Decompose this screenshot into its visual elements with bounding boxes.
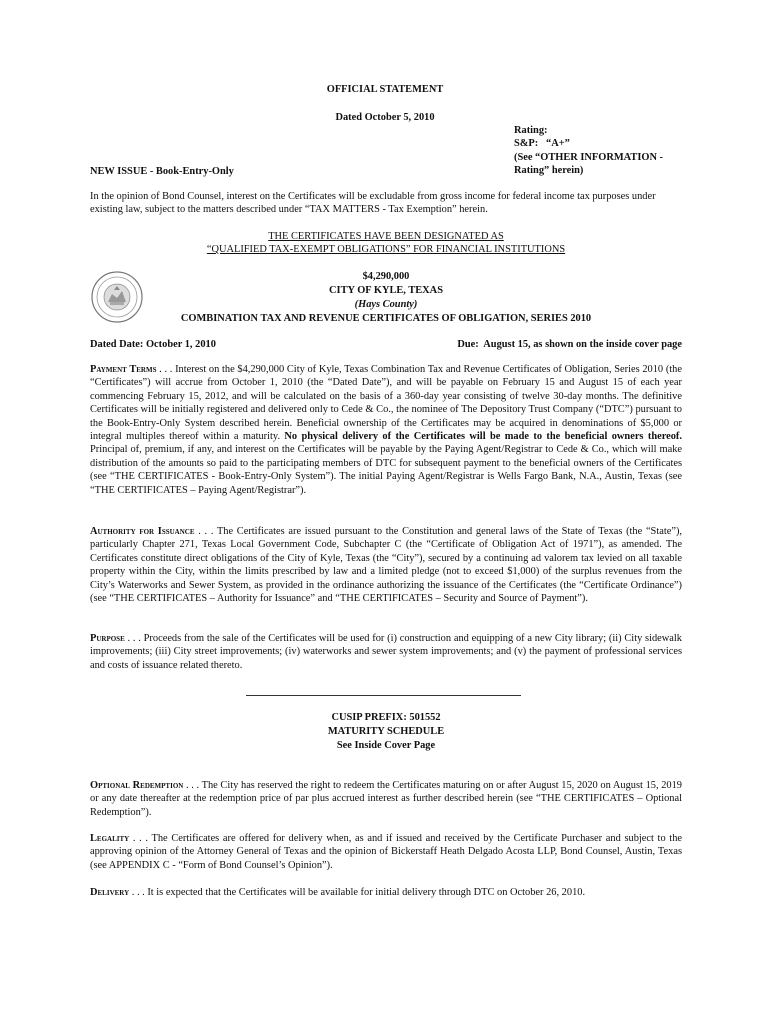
authority-dots: . . .: [194, 526, 217, 537]
delivery-paragraph: [90, 886, 682, 899]
purpose-text: Proceeds from the sale of the Certificates will be used for (i) construction and equipping of a new City library; (ii) City sidewalk improvements; (iii) City street improvements; (iv) waterworks and sewer system improvements; and (v) the payment of professional services and costs of issuance related thereto.: [90, 633, 682, 671]
document-title: OFFICIAL STATEMENT: [326, 84, 444, 95]
payment-terms-paragraph: [90, 363, 682, 497]
purpose-paragraph: [90, 632, 682, 672]
bond-counsel-opinion: In the opinion of Bond Counsel, interest on the Certificates will be excludable from gross income for federal income tax purposes under existing law, subject to the matters described under “TAX MATTERS - Tax Exemption” herein.: [90, 191, 656, 216]
optional-redemption-text: The City has reserved the right to redeem the Certificates maturing on or after August 15, 2020 on August 15, 2019 or any date thereafter at the redemption price of par plus accrued interest as further described herein (see “THE CERTIFICATES – Optional Redemption”).: [90, 780, 683, 818]
section-divider: [246, 695, 521, 696]
legality-text: The Certificates are offered for delivery when, as and if issued and received by the Certificate Purchaser and subject to the approving opinion of the Attorney General of Texas and the opinion of Bickerstaff Heath Delgado Acosta LLP, Bond Counsel, Austin, Texas (see APPENDIX C - “Form of Bond Counsel’s Opinion”).: [90, 833, 683, 871]
optional-redemption-paragraph: [90, 779, 682, 819]
delivery-dots: . . .: [129, 887, 148, 898]
dated-date: Dated Date: October 1, 2010: [90, 339, 216, 350]
delivery-text: It is expected that the Certificates will be available for initial delivery through DTC on October 26, 2010.: [147, 887, 586, 898]
issue-amount: $4,290,000: [362, 271, 410, 282]
authority-text: The Certificates are issued pursuant to the Constitution and general laws of the State of Texas (the “State”), particularly Chapter 271, Texas Local Government Code, Subchapter C (the “Certificate of Obligation Act of 1971”), as amended. The Certificates constitute direct obligations of the City of Kyle, Texas (the “City”), secured by a continuing ad valorem tax levied on all taxable property within the City, within the limits prescribed by law and a limited pledge (not to exceed $1,000) of the surplus revenues from the City’s Waterworks and Sewer System, as provided in the ordinance authorizing the issuance of the Certificates (the “Certificate Ordinance”) (see “THE CERTIFICATES – Authority for Issuance” and “THE CERTIFICATES – Security and Source of Payment”).: [90, 526, 683, 605]
authority-heading: Authority for Issuance: [90, 526, 195, 537]
new-issue-label: NEW ISSUE - Book-Entry-Only: [90, 166, 234, 177]
authority-paragraph: [90, 525, 682, 605]
designation-line1: THE CERTIFICATES HAVE BEEN DESIGNATED AS: [268, 231, 504, 242]
rating-ref-line1: (See “OTHER INFORMATION -: [514, 151, 664, 163]
delivery-heading: Delivery: [90, 887, 130, 898]
legality-dots: . . .: [129, 833, 152, 844]
maturity-schedule-ref: See Inside Cover Page: [336, 740, 436, 751]
optional-redemption-heading: Optional Redemption: [90, 780, 184, 791]
cusip-prefix: CUSIP PREFIX: 501552: [331, 712, 441, 723]
document-date: Dated October 5, 2010: [335, 112, 435, 123]
payment-terms-text1: Interest on the $4,290,000 City of Kyle, Texas Combination Tax and Revenue Certificates of Obligation, Series 2010 (the “Certificates”) will accrue from October 1, 2010 (the “Dated Date”), and will be payable on February 15 and August 15 of each year commencing February 15, 2012, and will be calculated on the basis of a 360-day year consisting of twelve 30-day months. The definitive Certificates will be initially registered and delivered only to Cede & Co., the nominee of The Depository Trust Company (“DTC”) pursuant to the Book-Entry-Only System described herein. Beneficial ownership of the Certificates may be acquired in denominations of $5,000 or integral multiples thereof within a maturity.: [90, 364, 682, 443]
rating-label: Rating:: [514, 125, 548, 136]
purpose-heading: Purpose: [90, 633, 125, 644]
legality-paragraph: [90, 832, 682, 872]
issuer-name: CITY OF KYLE, TEXAS: [329, 285, 443, 296]
payment-terms-bold: No physical delivery of the Certificates will be made to the beneficial owners thereof.: [284, 431, 682, 443]
maturity-schedule-label: MATURITY SCHEDULE: [327, 726, 445, 737]
rating-ref-line2: Rating” herein): [514, 165, 584, 177]
issue-series: COMBINATION TAX AND REVENUE CERTIFICATES OF OBLIGATION, SERIES 2010: [180, 313, 592, 324]
issuer-county: (Hays County): [354, 299, 418, 310]
payment-terms-text2: Principal of, premium, if any, and interest on the Certificates will be payable by the Paying Agent/Registrar to Cede & Co., which will make distribution of the amounts so paid to the participating members of DTC for subsequent payment to the beneficial owners of the Certificates (see “THE CERTIFICATES - Book-Entry-Only System”). The initial Paying Agent/Registrar is Wells Fargo Bank, N.A., Austin, Texas (see “THE CERTIFICATES – Paying Agent/Registrar”).: [90, 444, 682, 496]
payment-terms-heading: Payment Terms: [90, 364, 157, 375]
due-date: Due: August 15, as shown on the inside cover page: [457, 339, 682, 350]
rating-value: S&P: “A+”: [514, 138, 570, 150]
legality-heading: Legality: [90, 833, 130, 844]
payment-terms-dots: . . .: [156, 364, 176, 375]
purpose-dots: . . .: [124, 633, 144, 644]
designation-line2: “QUALIFIED TAX-EXEMPT OBLIGATIONS” FOR FINANCIAL INSTITUTIONS: [206, 244, 566, 255]
rating-block: [514, 124, 694, 178]
optional-redemption-dots: . . .: [183, 780, 202, 791]
